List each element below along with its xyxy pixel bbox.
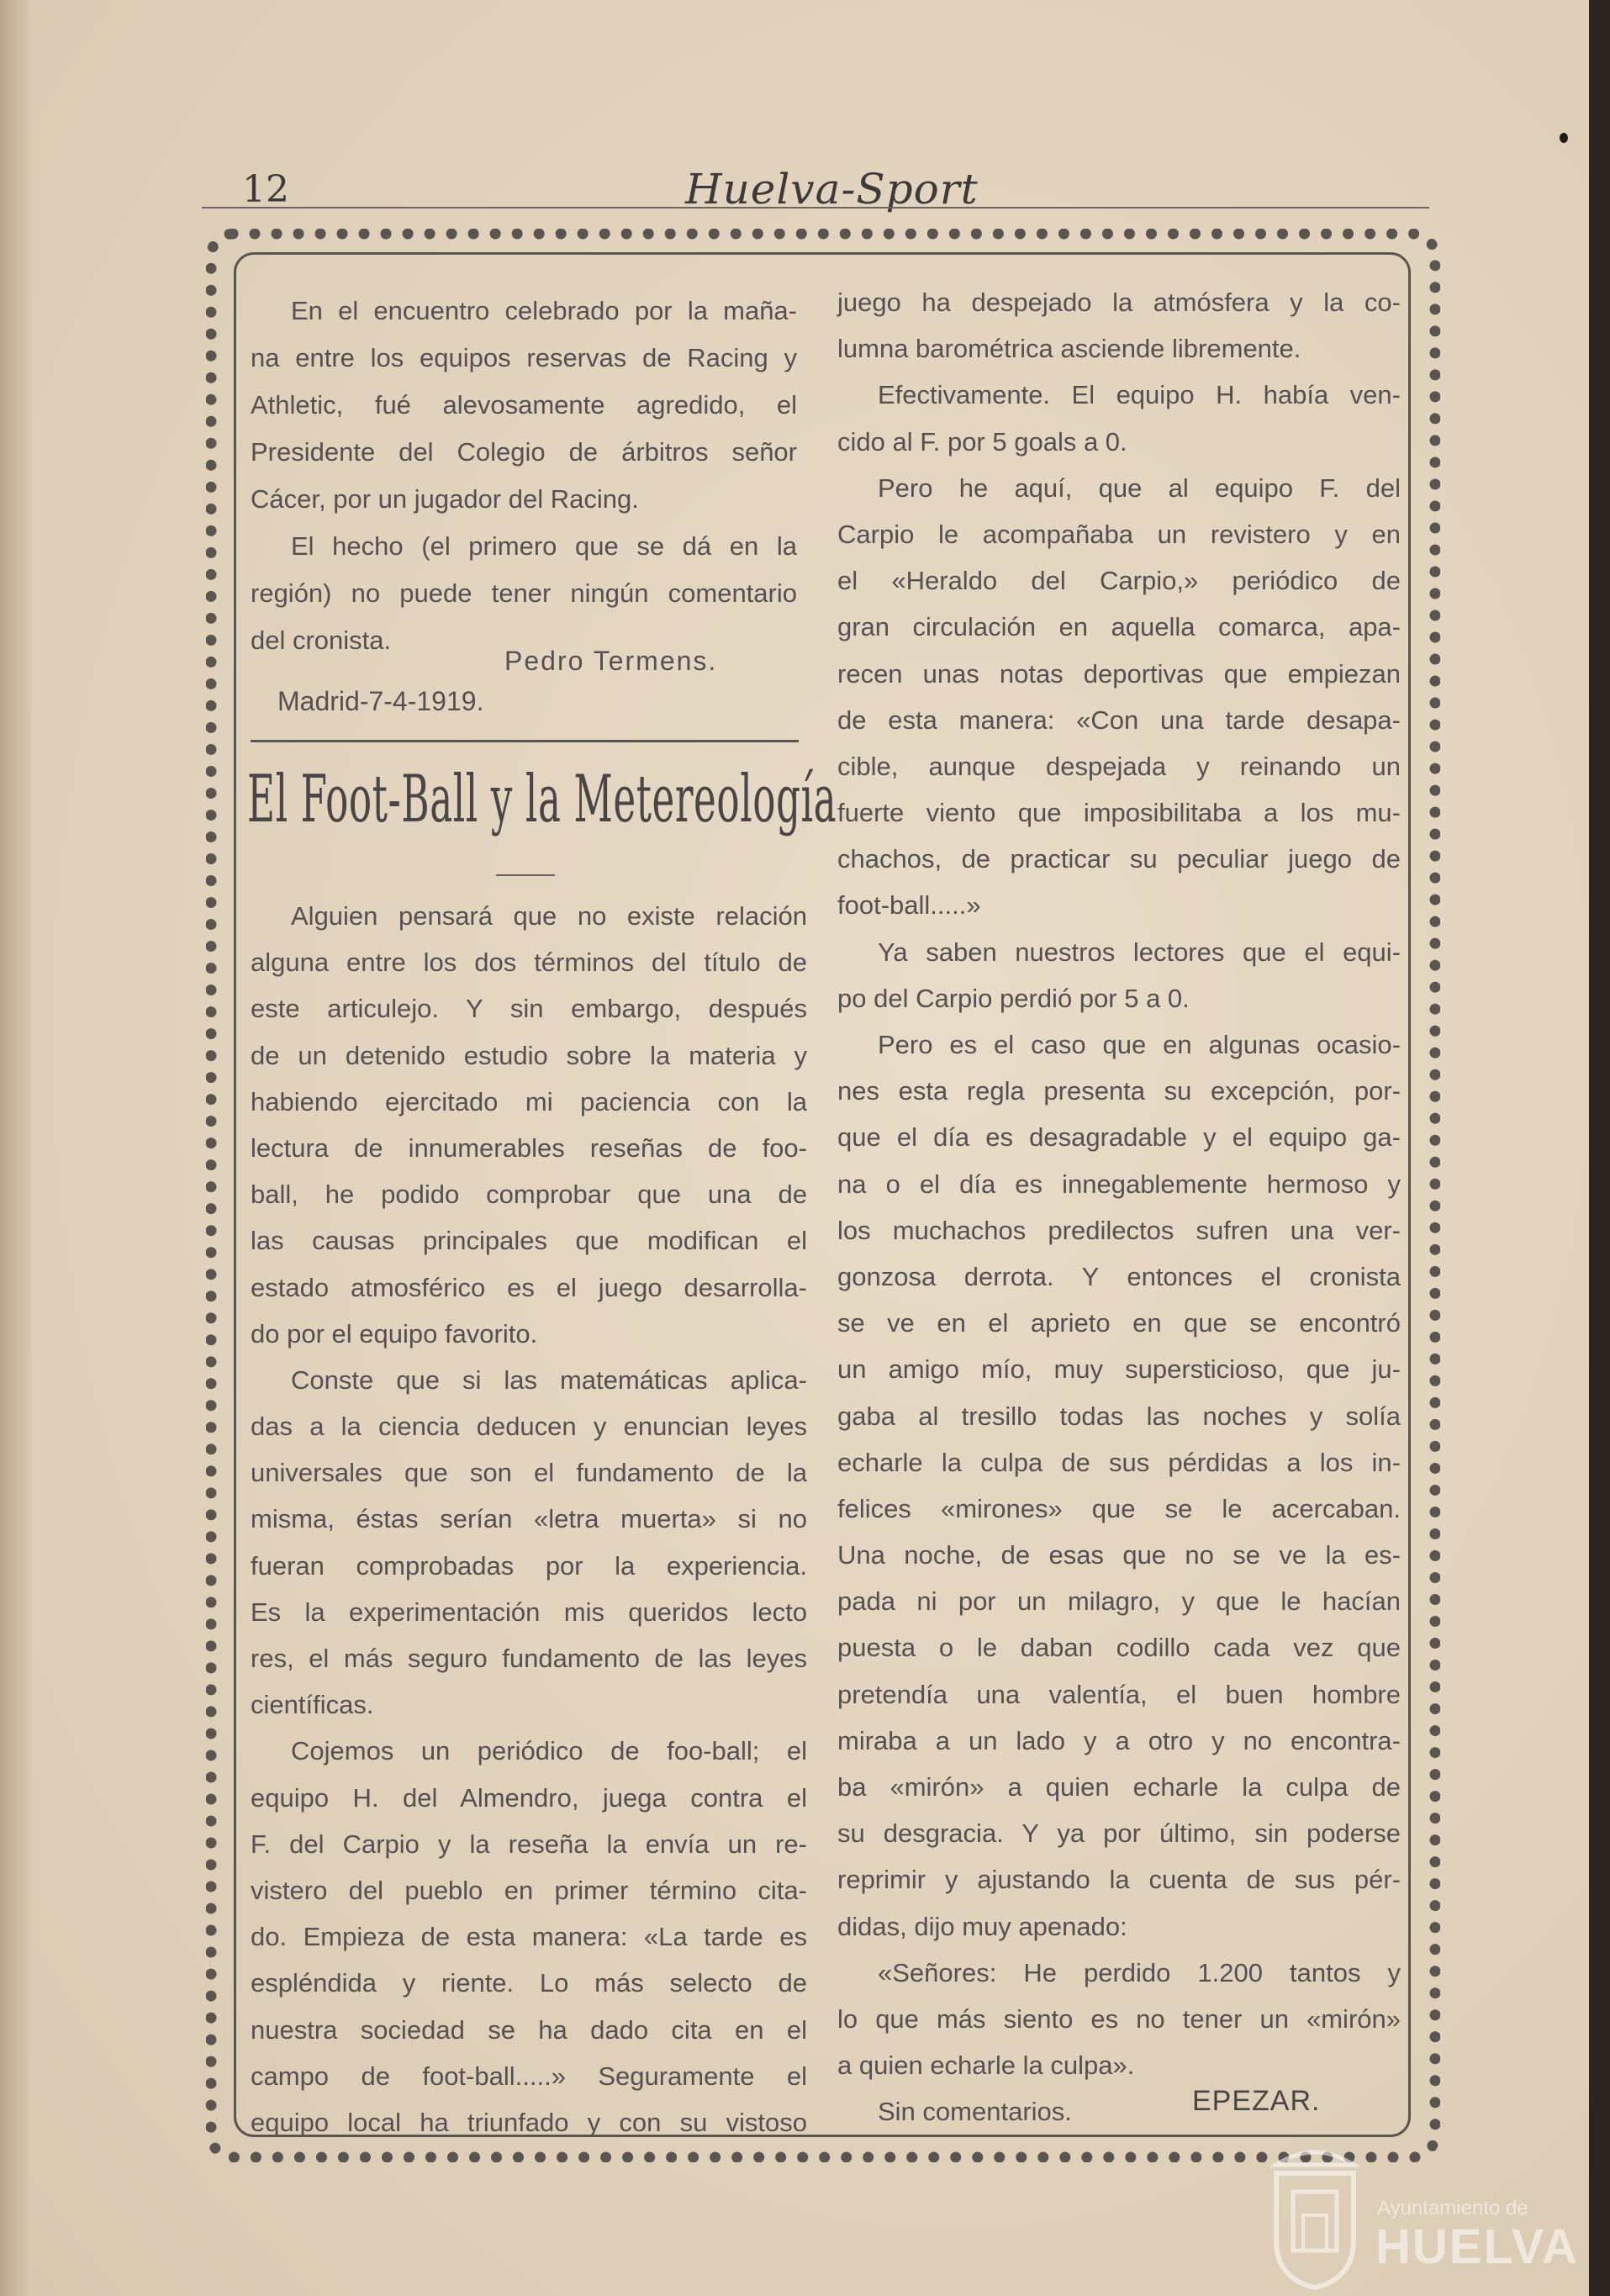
text-line: de un detenido estudio sobre la materia y	[251, 1040, 807, 1070]
text-line: Conste que si las matemáticas aplica-	[291, 1364, 807, 1395]
article-two-right-column	[837, 279, 1401, 2135]
text-line: didas, dijo muy apenado:	[837, 1911, 1127, 1941]
text-line: po del Carpio perdió por 5 a 0.	[837, 983, 1190, 1013]
text-line: nuestra sociedad se ha dado cita en el	[251, 2014, 807, 2045]
watermark-line-2: HUELVA	[1375, 2219, 1579, 2274]
text-line: Presidente del Colegio de árbitros señor	[251, 437, 797, 467]
article-two-left-column	[251, 893, 807, 2146]
text-line: los muchachos predilectos sufren una ver-	[837, 1215, 1401, 1245]
coat-of-arms-icon	[1264, 2140, 1365, 2291]
text-line: gonzosa derrota. Y entonces el cronista	[837, 1261, 1401, 1291]
page-number: 12	[242, 168, 289, 211]
text-line: campo de foot-ball.....» Seguramente el	[251, 2061, 807, 2091]
text-line: el «Heraldo del Carpio,» periódico de	[837, 566, 1401, 596]
text-line: vistero del pueblo en primer término cita-	[251, 1875, 807, 1905]
text-line: región) no puede tener ningún comentario	[251, 578, 797, 608]
watermark-line-1: Ayuntamiento de	[1377, 2197, 1528, 2219]
text-line: Efectivamente. El equipo H. había ven-	[878, 380, 1401, 410]
text-line: F. del Carpio y la reseña la envía un re-	[251, 1829, 807, 1859]
article-one-place-date: Madrid-7-4-1919.	[277, 686, 484, 716]
text-line: se ve en el aprieto en que se encontró	[837, 1308, 1401, 1338]
title-dash	[496, 874, 555, 876]
text-line: Sin comentarios.	[878, 2097, 1072, 2127]
text-line: alguna entre los dos términos del título de	[251, 947, 807, 978]
text-line: científicas.	[251, 1690, 374, 1720]
text-line: Cojemos un periódico de foo-ball; el	[291, 1736, 807, 1766]
text-line: Carpio le acompañaba un revistero y en	[837, 519, 1401, 549]
text-line: cido al F. por 5 goals a 0.	[837, 426, 1127, 457]
text-line: El hecho (el primero que se dá en la	[291, 531, 797, 561]
text-line: na o el día es innegablemente hermoso y	[837, 1169, 1401, 1199]
text-line: lectura de innumerables reseñas de foo-	[251, 1132, 807, 1163]
text-line: miraba a un lado y a otro y no encontra-	[837, 1725, 1401, 1755]
text-line: Pero he aquí, que al equipo F. del	[878, 472, 1401, 503]
text-line: las causas principales que modifican el	[251, 1226, 807, 1256]
text-line: pada ni por un milagro, y que le hacían	[837, 1586, 1401, 1617]
text-line: reprimir y ajustando la cuenta de sus pér-	[837, 1865, 1401, 1895]
text-line: equipo H. del Almendro, juega contra el	[251, 1782, 807, 1813]
text-line: lo que más siento es no tener un «mirón»	[837, 2003, 1401, 2034]
text-line: nes esta regla presenta su excepción, por-	[837, 1076, 1401, 1106]
text-line: Alguien pensará que no existe relación	[291, 901, 807, 931]
text-line: Es la experimentación mis queridos lecto	[251, 1597, 807, 1627]
article-one-text	[251, 288, 797, 664]
ink-spot	[1560, 133, 1568, 143]
text-line: Cácer, por un jugador del Racing.	[251, 484, 639, 514]
text-line: gaba al tresillo todas las noches y solía	[837, 1401, 1401, 1431]
text-line: Pero es el caso que en algunas ocasio-	[878, 1030, 1401, 1059]
text-line: espléndida y riente. Lo más selecto de	[251, 1968, 807, 1998]
text-line: na entre los equipos reservas de Racing y	[251, 343, 797, 372]
text-line: res, el más seguro fundamento de las leyes	[251, 1644, 807, 1673]
text-line: chachos, de practicar su peculiar juego de	[837, 844, 1401, 874]
archive-watermark	[1261, 2131, 1589, 2296]
text-line: Ya saben nuestros lectores que el equi-	[878, 937, 1401, 967]
text-line: ba «mirón» a quien echarle la culpa de	[837, 1772, 1401, 1802]
text-line: lumna barométrica asciende libremente.	[837, 334, 1301, 364]
text-line: echarle la culpa de sus pérdidas a los in-	[837, 1447, 1401, 1477]
text-line: puesta o le daban codillo cada vez que	[837, 1633, 1401, 1663]
text-line: fuerte viento que imposibilitaba a los mu-	[837, 798, 1401, 828]
text-line: misma, éstas serían «letra muerta» si no	[251, 1504, 807, 1534]
text-line: das a la ciencia deducen y enuncian leyes	[251, 1412, 807, 1442]
text-line: do. Empieza de esta manera: «La tarde es	[251, 1922, 807, 1952]
text-line: fueran comprobadas por la experiencia.	[251, 1550, 807, 1581]
text-line: Una noche, de esas que no se ve la es-	[837, 1540, 1401, 1570]
article-one-signature: Pedro Termens.	[504, 646, 718, 676]
text-line: universales que son el fundamento de la	[251, 1458, 807, 1488]
text-line: cible, aunque despejada y reinando un	[837, 751, 1401, 781]
text-line: del cronista.	[251, 625, 392, 655]
text-line: de esta manera: «Con una tarde desapa-	[837, 705, 1401, 735]
text-line: habiendo ejercitado mi paciencia con la	[251, 1086, 807, 1116]
text-line: Athletic, fué alevosamente agredido, el	[251, 390, 797, 420]
text-line: este articulejo. Y sin embargo, después	[251, 994, 807, 1024]
text-line: juego ha despejado la atmósfera y la co-	[837, 288, 1401, 317]
text-line: pretendía una valentía, el buen hombre	[837, 1679, 1401, 1709]
text-line: do por el equipo favorito.	[251, 1318, 538, 1349]
text-line: a quien echarle la culpa».	[837, 2051, 1135, 2081]
text-line: su desgracia. Y ya por último, sin poderse	[837, 1818, 1401, 1849]
text-line: equipo local ha triunfado y con su vistoso	[251, 2107, 807, 2137]
article-two-title: El Foot-Ball y la Metereología	[247, 762, 837, 837]
text-line: que el día es desagradable y el equipo ga-	[837, 1122, 1401, 1153]
text-line: gran circulación en aquella comarca, apa-	[837, 612, 1401, 642]
text-line: felices «mirones» que se le acercaban.	[837, 1493, 1401, 1523]
article-divider	[251, 740, 799, 742]
text-line: En el encuentro celebrado por la maña-	[291, 296, 797, 325]
header-rule	[202, 207, 1429, 208]
text-line: recen unas notas deportivas que empiezan	[837, 658, 1401, 689]
magazine-title: Huelva-Sport	[685, 165, 979, 214]
article-two-signature: EPEZAR.	[1192, 2085, 1321, 2117]
text-line: foot-ball.....»	[837, 890, 981, 921]
text-line: ball, he podido comprobar que una de	[251, 1180, 807, 1210]
text-line: «Señores: He perdido 1.200 tantos y	[878, 1957, 1401, 1987]
text-line: estado atmosférico es el juego desarrolla-	[251, 1272, 807, 1302]
text-line: un amigo mío, muy supersticioso, que ju-	[837, 1354, 1401, 1385]
page-binding-shadow	[0, 0, 32, 2296]
